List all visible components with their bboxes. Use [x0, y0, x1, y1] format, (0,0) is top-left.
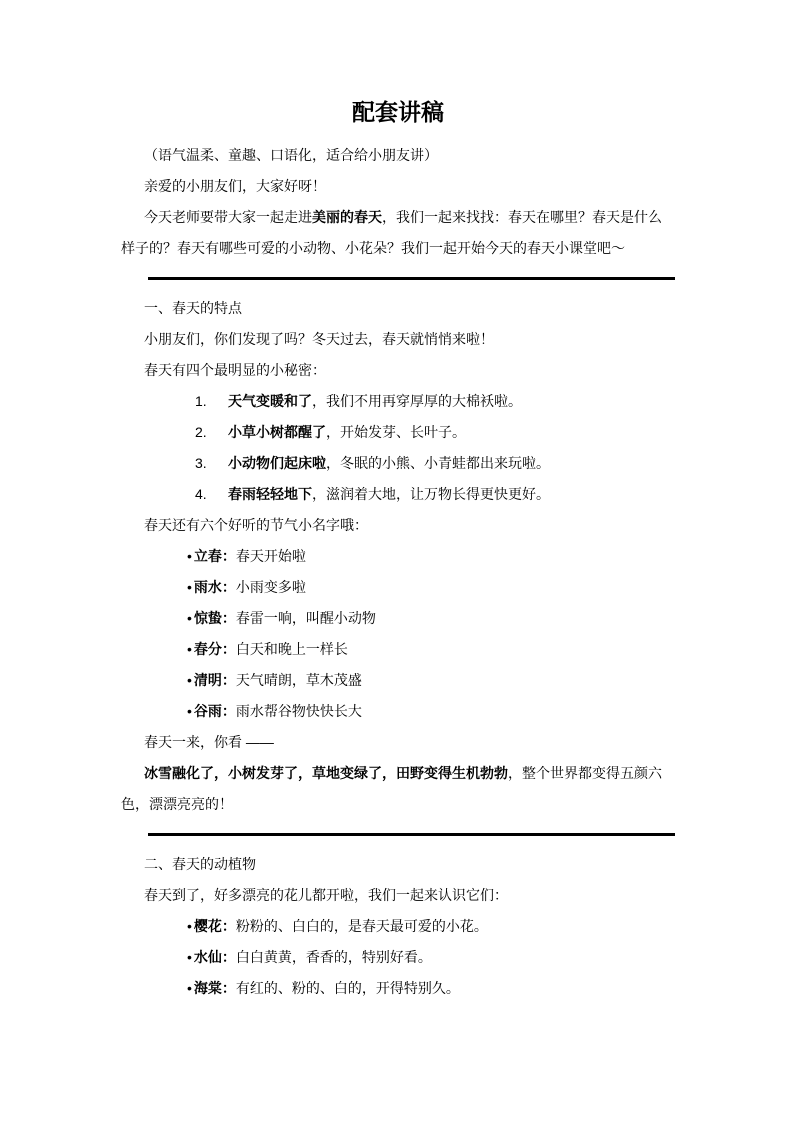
item-number: 4. — [195, 486, 207, 502]
bullet-icon: • — [187, 579, 192, 595]
greeting-line: 亲爱的小朋友们，大家好呀！ — [144, 178, 326, 194]
term-item — [121, 572, 675, 603]
term-item — [121, 696, 675, 727]
flower-name: 樱花： — [193, 918, 236, 934]
term-name: 谷雨： — [193, 703, 236, 719]
section-divider-2 — [148, 833, 675, 836]
document-title: 配套讲稿 — [352, 99, 444, 125]
bullet-icon: • — [187, 641, 192, 657]
term-item — [121, 665, 675, 696]
item-rest: ，滋润着大地，让万物长得更快更好。 — [312, 486, 550, 502]
term-name: 清明： — [193, 672, 236, 688]
bullet-icon: • — [187, 672, 192, 688]
numbered-item — [121, 479, 675, 510]
section-divider-1 — [148, 277, 675, 280]
item-rest: ，我们不用再穿厚厚的大棉袄啦。 — [312, 393, 522, 409]
term-desc: 小雨变多啦 — [235, 579, 306, 595]
bullet-icon: • — [187, 980, 192, 996]
term-desc: 春天开始啦 — [235, 548, 306, 564]
item-text — [228, 448, 550, 479]
term-name: 春分： — [193, 641, 236, 657]
bullet-icon: • — [187, 610, 192, 626]
intro-bold-phrase: 美丽的春天 — [312, 209, 382, 225]
bullet-icon: • — [187, 949, 192, 965]
item-bold-lead: 春雨轻轻地下 — [228, 486, 312, 502]
term-desc: 白天和晚上一样长 — [235, 641, 348, 657]
term-name: 立春： — [193, 548, 236, 564]
bullet-icon: • — [187, 918, 192, 934]
numbered-item — [121, 448, 675, 479]
flower-name: 水仙： — [193, 949, 236, 965]
item-number: 2. — [195, 424, 207, 440]
item-rest: ，冬眠的小熊、小青蛙都出来玩啦。 — [326, 455, 550, 471]
bullet-icon: • — [187, 548, 192, 564]
intro-text-post: ，我们一起来找找：春天在哪里？春天是什么样子的？春天有哪些可爱的小动物、小花朵？我们一起开始今天的春天小课堂吧～ — [121, 209, 662, 256]
section1-closing-paragraph — [121, 758, 675, 820]
item-text — [228, 386, 522, 417]
item-number: 3. — [195, 455, 207, 471]
bullet-icon: • — [187, 703, 192, 719]
section1-heading: 一、春天的特点 — [144, 300, 242, 316]
intro-text-pre: 今天老师要带大家一起走进 — [144, 209, 312, 225]
term-desc: 雨水帮谷物快快长大 — [235, 703, 362, 719]
flower-desc: 白白黄黄，香香的，特别好看。 — [235, 949, 432, 965]
flower-item — [121, 942, 675, 973]
item-text — [228, 479, 550, 510]
term-desc: 春雷一响，叫醒小动物 — [235, 610, 376, 626]
flower-item — [121, 973, 675, 1004]
item-bold-lead: 小草小树都醒了 — [228, 424, 326, 440]
term-name: 惊蛰： — [193, 610, 236, 626]
section1-para-3: 春天还有六个好听的节气小名字哦： — [144, 517, 368, 533]
section2-heading: 二、春天的动植物 — [144, 856, 256, 872]
item-bold-lead: 天气变暖和了 — [228, 393, 312, 409]
term-item — [121, 541, 675, 572]
flower-item — [121, 911, 675, 942]
term-desc: 天气晴朗，草木茂盛 — [235, 672, 362, 688]
section1-para-1: 小朋友们，你们发现了吗？冬天过去，春天就悄悄来啦！ — [144, 331, 494, 347]
section1-para-2: 春天有四个最明显的小秘密： — [144, 362, 326, 378]
flower-desc: 粉粉的、白白的，是春天最可爱的小花。 — [235, 918, 488, 934]
section2-para-1: 春天到了，好多漂亮的花儿都开啦，我们一起来认识它们： — [144, 887, 508, 903]
flower-desc: 有红的、粉的、白的，开得特别久。 — [235, 980, 460, 996]
item-rest: ，开始发芽、长叶子。 — [326, 424, 466, 440]
intro-paragraph — [121, 202, 675, 264]
closing-bold: 冰雪融化了，小树发芽了，草地变绿了，田野变得生机勃勃 — [144, 765, 508, 781]
flower-name: 海棠： — [193, 980, 236, 996]
term-item — [121, 603, 675, 634]
term-item — [121, 634, 675, 665]
item-text — [228, 417, 466, 448]
item-bold-lead: 小动物们起床啦 — [228, 455, 326, 471]
section1-para-4: 春天一来，你看 —— — [144, 734, 274, 750]
term-name: 雨水： — [193, 579, 236, 595]
numbered-item — [121, 417, 675, 448]
tone-note: （语气温柔、童趣、口语化，适合给小朋友讲） — [144, 147, 438, 163]
closing-rest: ，整个世界都变得五颜六色，漂漂亮亮的！ — [121, 765, 662, 812]
numbered-item — [121, 386, 675, 417]
item-number: 1. — [195, 393, 207, 409]
